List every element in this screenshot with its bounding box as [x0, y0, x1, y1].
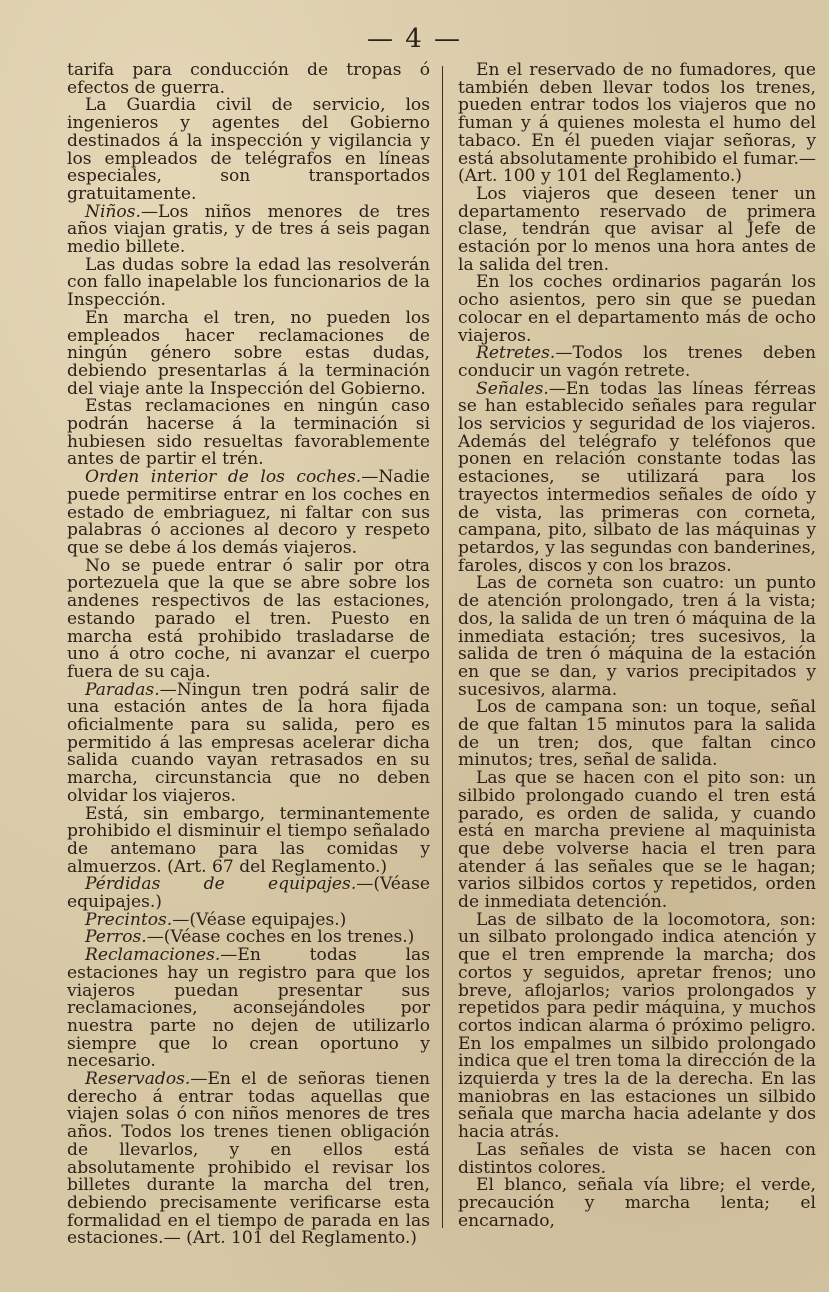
paragraph: Las de corneta son cuatro: un punto de atención prolongado, tren á la vista; dos, la salida de un tren ó máquina de la inmediata estación; tres sucesivos, la salida de tren ó máquina de la estación en que se dan, y varios precipitados y sucesivos, alarma. — [458, 573, 816, 700]
right-column — [458, 62, 816, 1230]
paragraph: tarifa para conducción de tropas ó efectos de guerra. — [67, 60, 430, 98]
paragraph: Estas reclamaciones en ningún caso podrán hacerse á la terminación si hubiesen sido resueltas favorablemente antes de partir el trén. — [67, 396, 430, 470]
paragraph: Los de campana son: un toque, señal de que faltan 15 minutos para la salida de un tren; dos, que faltan cinco minutos; tres, señal de salida. — [458, 697, 816, 771]
paragraph: Orden interior de los coches.—Nadie puede permitirse entrar en los coches en estado de embriaguez, ni faltar con sus palabras ó acciones al decoro y respeto que se debe á los demás viajeros. — [67, 467, 430, 558]
paragraph: En marcha el tren, no pueden los empleados hacer reclamaciones de ningún género sobre estas dudas, debiendo presentarlas á la terminación del viaje ante la Inspección del Gobierno. — [67, 307, 430, 399]
paragraph: No se puede entrar ó salir por otra portezuela que la que se abre sobre los andenes respectivos de las estaciones, estando parado el tren. Puesto en marcha está prohibido trasladarse de uno á otro coche, ni avanzar el cuerpo fuera de su caja. — [67, 555, 430, 682]
paragraph: En los coches ordinarios pagarán los ocho asientos, pero sin que se puedan colocar en el departamento más de ocho viajeros. — [458, 272, 816, 346]
paragraph: Señales.—En todas las líneas férreas se han establecido señales para regular los servicios y seguridad de los viajeros. Además del telégrafo y teléfonos que ponen en relación constante todas las estaciones, se utilizará para los trayectos intermedios señales de oído y de vista, las primeras con corneta, campana, pito, silbato de las máquinas y petardos, y las segundas con banderines, faroles, discos y con los brazos. — [458, 378, 816, 576]
paragraph: En el reservado de no fumadores, que también deben llevar todos los trenes, pueden entrar todos los viajeros que no fuman y á quienes molesta el humo del tabaco. En él pueden viajar señoras, y está absolutamente prohibido el fumar.— (Art. 100 y 101 del Reglamento.) — [458, 60, 816, 187]
paragraph: Pérdidas de equipajes.—(Véase equipajes.) — [67, 874, 430, 913]
paragraph: La Guardia civil de servicio, los ingenieros y agentes del Gobierno destinados á la inspección y vigilancia y los empleados de telégrafos en líneas especiales, son transportados gratuitamente. — [67, 95, 430, 204]
paragraph: El blanco, señala vía libre; el verde, precaución y marcha lenta; el encarnado, — [458, 1175, 816, 1231]
paragraph: Paradas.—Ningun tren podrá salir de una estación antes de la hora fijada oficialmente para su salida, pero es permitido á las empresas acelerar dicha salida cuando vayan retrasados en su marcha, circunstancia que no deben olvidar los viajeros. — [67, 679, 430, 806]
left-column — [67, 62, 430, 1248]
paragraph: Retretes.—Todos los trenes deben conducir un vagón retrete. — [458, 343, 816, 381]
paragraph: Las que se hacen con el pito son: un silbido prolongado cuando el tren está parado, es orden de salida, y cuando está en marcha previene al maquinista que debe volverse hacia el tren para atender á las señales que se le hagan; varios silbidos cortos y repetidos, orden de inmediata detención. — [458, 768, 816, 913]
column-divider — [442, 66, 443, 1228]
paragraph: Precintos.—(Véase equipajes.) — [85, 909, 347, 930]
paragraph: Está, sin embargo, terminantemente prohibido el disminuir el tiempo señalado de antemano para las comidas y almuerzos. (Art. 67 del Reglamento.) — [67, 803, 430, 877]
paragraph: Reclamaciones.—En todas las estaciones hay un registro para que los viajeros puedan presentar sus reclamaciones, aconsejándoles por nuestra parte no dejen de utilizarlo siempre que lo crean oportuno y necesario. — [67, 945, 430, 1072]
paragraph: Perros.—(Véase coches en los trenes.) — [85, 927, 415, 948]
paragraph: Los viajeros que deseen tener un departamento reservado de primera clase, tendrán que avisar al Jefe de estación por lo menos una hora antes de la salida del tren. — [458, 183, 816, 275]
paragraph: Reservados.—En el de señoras tienen derecho á entrar todas aquellas que viajen solas ó con niños menores de tres años. Todos los trenes tienen obligación de llevarlos, y en ellos está absolutamente prohibido el revisar los billetes durante la marcha del tren, debiendo precisamente verificarse esta formalidad en el tiempo de parada en las estaciones.— (Art. 101 del Reglamento.) — [67, 1069, 430, 1249]
paragraph: Niños.—Los niños menores de tres años viajan gratis, y de tres á seis pagan medio billete. — [67, 201, 430, 258]
paragraph: Las dudas sobre la edad las resolverán con fallo inapelable los funcionarios de la Inspección. — [67, 254, 430, 311]
page-number: — 4 — — [366, 24, 463, 54]
paragraph: Las señales de vista se hacen con distintos colores. — [458, 1139, 816, 1178]
paragraph: Las de silbato de la locomotora, son: un silbato prolongado indica atención y que el tren emprende la marcha; dos cortos y seguidos, apretar frenos; uno breve, aflojarlos; varios prolongados y repetidos para pedir máquina, y muchos cortos indican alarma ó próximo peligro. En los empalmes un silbido prolongado indica que el tren toma la dirección de la izquierda y tres la de la derecha. En las maniobras en las estaciones un silbido señala que marcha hacia adelante y dos hacia atrás. — [458, 909, 816, 1143]
